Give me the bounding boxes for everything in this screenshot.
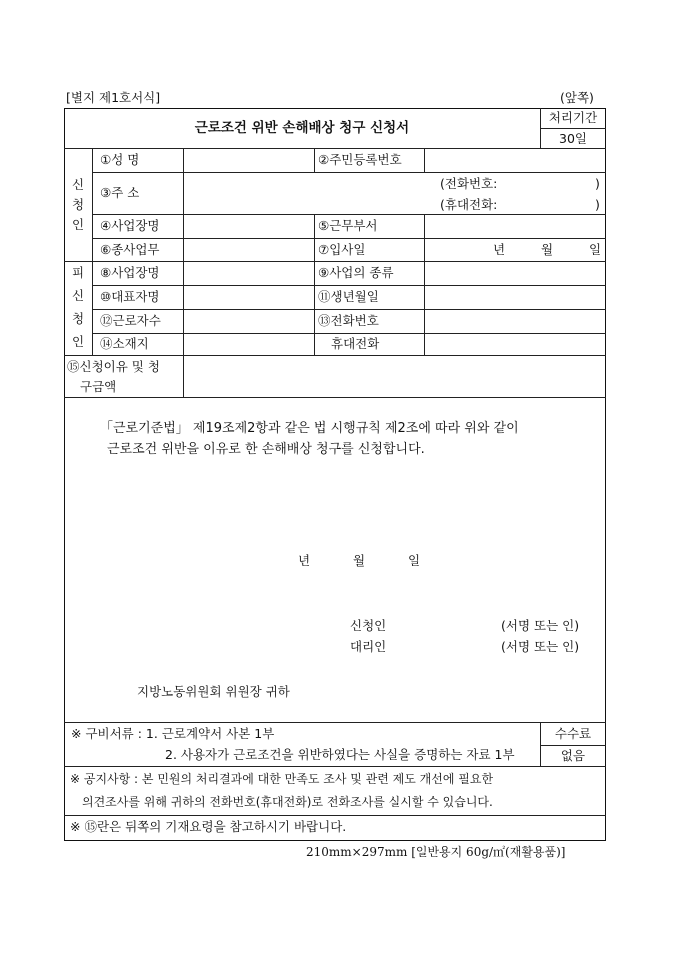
signature-placeholder[interactable]: (서명 또는 인)	[501, 618, 580, 633]
paper-spec: 210mm×297mm [일반용지 60g/㎡(재활용품)]	[306, 845, 566, 859]
reason-label: ⑮신청이유 및 청	[67, 359, 160, 374]
applicant-workplace-field[interactable]	[184, 215, 313, 237]
respondent-mobile-label: 휴대전화	[331, 336, 380, 351]
paren-close: )	[595, 176, 600, 191]
notice-text: 의견조사를 위해 귀하의 전화번호(휴대전화)로 전화조사를 실시할 수 있습니다.	[82, 795, 493, 809]
applicant-name-field[interactable]	[184, 149, 313, 171]
sign-date-day: 일	[408, 553, 421, 568]
reason-label-cont: 구금액	[80, 379, 117, 394]
business-type-field[interactable]	[425, 262, 605, 284]
respondent-section-char: 청	[71, 311, 85, 326]
job-duty-label: ⑥종사업무	[100, 242, 160, 257]
respondent-section-char: 인	[71, 334, 85, 349]
required-documents: ※ 구비서류 : 1. 근로계약서 사본 1부	[71, 726, 275, 741]
respondent-section-char: 신	[71, 288, 85, 303]
department-field[interactable]	[425, 215, 605, 237]
field15-note: ※ ⑮란은 뒤쪽의 기재요령을 참고하시기 바랍니다.	[70, 819, 347, 834]
representative-label: ⑩대표자명	[100, 289, 160, 304]
applicant-section-char: 신	[71, 177, 85, 192]
applicant-phone-label: (전화번호:	[440, 176, 498, 191]
page-side-label: (앞쪽)	[560, 90, 594, 105]
addressee: 지방노동위원회 위원장 귀하	[137, 684, 290, 699]
birthdate-label: ⑪생년월일	[318, 289, 379, 304]
join-date-day: 일	[589, 242, 602, 257]
reason-field[interactable]	[184, 356, 605, 396]
job-duty-field[interactable]	[184, 239, 313, 260]
join-date-month: 월	[541, 242, 554, 257]
worker-count-label: ⑫근로자수	[100, 313, 161, 328]
processing-period-value: 30일	[559, 131, 587, 146]
business-type-label: ⑨사업의 종류	[318, 265, 394, 280]
form-number: [별지 제1호서식]	[66, 90, 161, 105]
respondent-mobile-field[interactable]	[425, 334, 605, 354]
join-date-year: 년	[493, 242, 506, 257]
representative-field[interactable]	[184, 286, 313, 308]
resident-number-field[interactable]	[425, 149, 605, 171]
location-field[interactable]	[184, 334, 313, 354]
respondent-phone-field[interactable]	[425, 310, 605, 332]
worker-count-field[interactable]	[184, 310, 313, 332]
respondent-phone-label: ⑬전화번호	[318, 313, 379, 328]
fee-value: 없음	[560, 748, 586, 763]
required-documents-item: 2. 사용자가 근로조건을 위반하였다는 사실을 증명하는 자료 1부	[165, 747, 515, 762]
department-label: ⑤근무부서	[318, 218, 378, 233]
agent-sign-label: 대리인	[350, 639, 387, 654]
applicant-address-label: ③주 소	[100, 185, 140, 200]
declaration-text: 근로조건 위반을 이유로 한 손해배상 청구를 신청합니다.	[107, 442, 425, 457]
applicant-address-field[interactable]	[184, 173, 605, 213]
paren-close: )	[595, 197, 600, 212]
form-title: 근로조건 위반 손해배상 청구 신청서	[194, 120, 410, 136]
respondent-section-char: 피	[71, 265, 85, 280]
applicant-section-char: 청	[71, 197, 85, 212]
processing-period-label: 처리기간	[548, 110, 598, 125]
applicant-workplace-label: ④사업장명	[100, 218, 160, 233]
signature-placeholder[interactable]: (서명 또는 인)	[501, 639, 580, 654]
applicant-name-label: ①성 명	[100, 152, 140, 167]
applicant-sign-label: 신청인	[350, 618, 387, 633]
fee-label: 수수료	[554, 726, 592, 741]
applicant-mobile-label: (휴대전화:	[440, 197, 498, 212]
respondent-workplace-label: ⑧사업장명	[100, 265, 160, 280]
birthdate-field[interactable]	[425, 286, 605, 308]
applicant-section-char: 인	[71, 217, 85, 232]
sign-date-year: 년	[298, 553, 311, 568]
resident-number-label: ②주민등록번호	[318, 152, 402, 167]
location-label: ⑭소재지	[100, 336, 149, 351]
declaration-text: 「근로기준법」 제19조제2항과 같은 법 시행규칙 제2조에 따라 위와 같이	[100, 421, 519, 436]
respondent-workplace-field[interactable]	[184, 262, 313, 284]
join-date-label: ⑦입사일	[318, 242, 366, 257]
sign-date-month: 월	[353, 553, 366, 568]
notice-text: ※ 공지사항 : 본 민원의 처리결과에 대한 만족도 조사 및 관련 제도 개선에 필요한	[70, 772, 494, 786]
